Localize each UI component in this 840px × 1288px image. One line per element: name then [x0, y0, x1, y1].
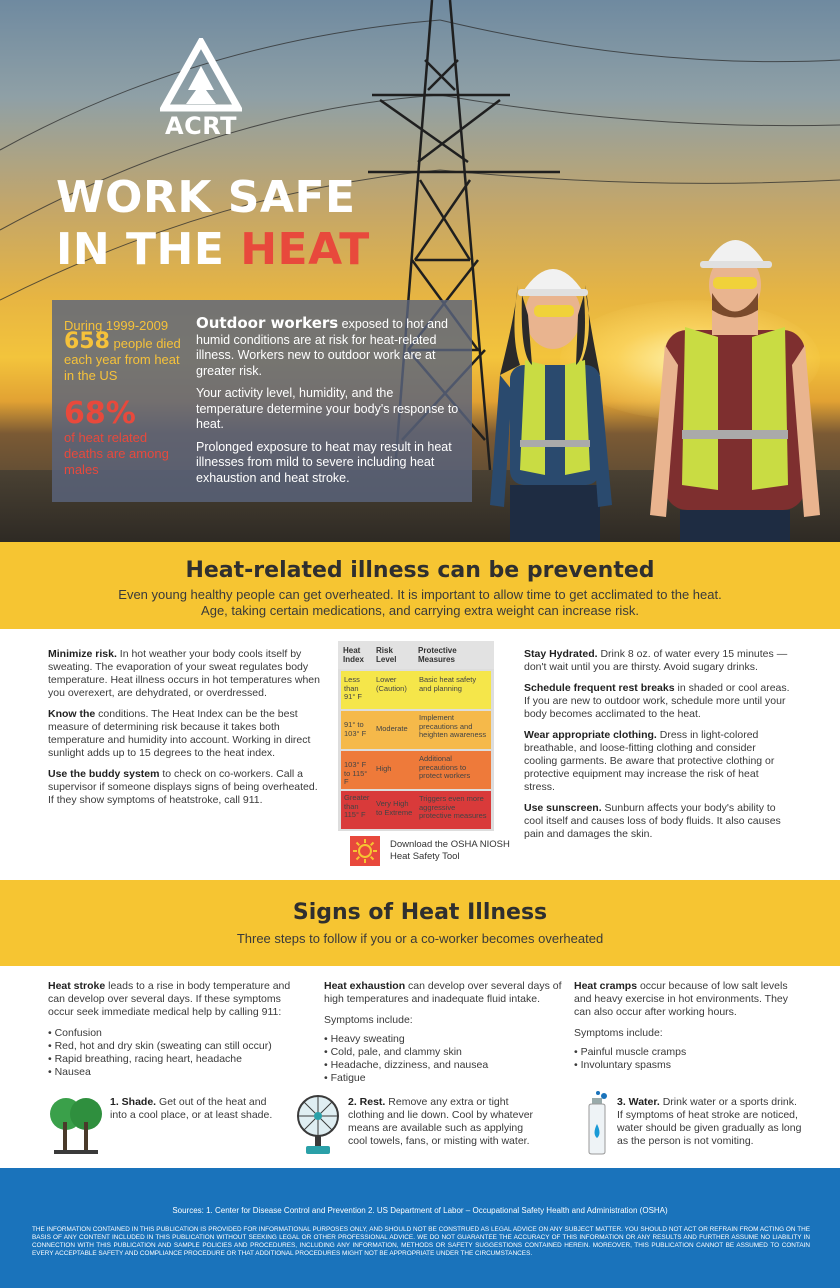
tip-text: Dress in light-colored breathable, and loose-fitting clothing and consider cooling garments. Be aware that protective clothing or protective equipment may increase the risk of heat stress.: [524, 729, 775, 793]
list-item: • Involuntary spasms: [574, 1059, 804, 1072]
tip-bold: Use the buddy system: [48, 768, 160, 780]
footer-sources: Sources: 1. Center for Disease Control and Prevention 2. US Department of Labor – Occupational Safety Health and Administration (OSHA): [172, 1206, 668, 1215]
row-index: Greater than 115° F: [344, 793, 370, 819]
footer: [0, 1168, 840, 1288]
heat-stroke-label: Heat stroke: [48, 980, 106, 992]
tip-sunscreen: [524, 802, 790, 841]
tip-bold: Schedule frequent rest breaks: [524, 682, 675, 694]
workers-illustration: [480, 215, 840, 542]
heat-exhaustion-list: [324, 1033, 564, 1085]
list-item: • Confusion: [48, 1027, 308, 1040]
list-item: • Heavy sweating: [324, 1033, 564, 1046]
stats-panel: [52, 300, 472, 502]
tree-icon: [48, 1092, 104, 1156]
lead-rest: exposed to hot and humid conditions are at risk for heat-related illness. Workers new to outdoor work are at greater risk.: [196, 317, 449, 378]
tip-buddy-system: [48, 768, 326, 807]
heat-cramps-list: [574, 1046, 804, 1072]
row-index: 103° F to 115° F: [344, 760, 368, 786]
signs-band: [0, 880, 840, 966]
heat-index-row: [341, 711, 491, 749]
stat-count-text: people died each year from heat in the US: [64, 336, 181, 383]
row-index: 91° to 103° F: [344, 720, 367, 738]
heat-stroke-desc: [48, 980, 308, 1019]
tip-text: conditions. The Heat Index can be the best measure of determining risk because it takes both temperature and humidity into account. Working in direct sunlight adds up to 15 degrees to the heat index.: [48, 708, 311, 759]
prevention-sub-1: Even young healthy people can get overheated. It is important to allow time to get acclimated to the heat.: [118, 587, 722, 602]
tip-bold: Minimize risk.: [48, 648, 117, 660]
stat-deaths: [64, 329, 188, 384]
symptoms-label: Symptoms include:: [574, 1027, 663, 1039]
header-risk-level: Risk Level: [376, 646, 397, 664]
tip-bold: Wear appropriate clothing.: [524, 729, 657, 741]
heat-index-header: [338, 641, 494, 669]
tip-text: Drink 8 oz. of water every 15 minutes — don't wait until you are thirsty. Avoid sugary drinks.: [524, 648, 788, 673]
stat-percent-text: of heat related deaths are among males: [64, 430, 169, 477]
row-measure: Basic heat safety and planning: [419, 675, 477, 693]
stats-left: [64, 318, 188, 478]
heat-cramps-column: [574, 980, 804, 1072]
list-item: • Cold, pale, and clammy skin: [324, 1046, 564, 1059]
male-worker: [650, 240, 820, 542]
list-item: • Red, hot and dry skin (sweating can still occur): [48, 1040, 308, 1053]
row-risk: Very High to Extreme: [376, 799, 413, 817]
exposure-paragraph: Prolonged exposure to heat may result in heat illnesses from mild to severe including heat exhaustion and heat stroke.: [196, 439, 452, 485]
tip-stay-hydrated: [524, 648, 790, 674]
prevention-heading: Heat-related illness can be prevented: [185, 558, 655, 583]
signs-heading: Signs of Heat Illness: [292, 900, 548, 925]
tip-text: in shaded or cool areas. If you are new to outdoor work, schedule more until your body becomes acclimated to the heat.: [524, 682, 790, 720]
title-line-1: WORK SAFE: [56, 172, 356, 223]
heat-exhaustion-column: [324, 980, 564, 1085]
step-label: 2. Rest.: [348, 1096, 386, 1108]
fan-icon: [294, 1094, 342, 1156]
heat-exhaustion-label: Heat exhaustion: [324, 980, 406, 992]
stats-right: [196, 316, 464, 493]
tip-bold: Know the: [48, 708, 96, 720]
tip-bold: Stay Hydrated.: [524, 648, 598, 660]
list-item: • Rapid breathing, racing heart, headache: [48, 1053, 308, 1066]
tip-text: to check on co-workers. Call a supervisor if someone displays signs of being overheated. If they show symptoms of heatstroke, call 911.: [48, 768, 318, 806]
heat-index-table: [338, 641, 494, 831]
step-text: Drink water or a sports drink. If symptoms of heat stroke are noticed, water should be given gradually as long as the person is not vomiting.: [617, 1096, 802, 1147]
lead-bold: Outdoor workers: [196, 314, 339, 332]
heat-stroke-list: [48, 1027, 308, 1079]
heat-stroke-text: leads to a rise in body temperature and can develop over several days. If these symptoms occur seek immediate medical help by calling 911:: [48, 980, 291, 1018]
title-prefix: IN THE: [56, 224, 241, 275]
osha-download-text: Download the OSHA NIOSH Heat Safety Tool: [390, 839, 510, 862]
female-worker: [490, 269, 612, 542]
tip-rest-breaks: [524, 682, 790, 721]
prevention-left-column: [48, 648, 326, 815]
heat-exhaustion-desc: [324, 980, 564, 1006]
list-item: • Fatigue: [324, 1072, 564, 1085]
heat-cramps-desc: [574, 980, 804, 1019]
heat-index-row: [341, 751, 491, 789]
step-text: Get out of the heat and into a cool place, or at least shade.: [110, 1096, 273, 1121]
signs-sub: Three steps to follow if you or a co-worker becomes overheated: [236, 931, 604, 946]
stat-percent: 68%: [64, 396, 136, 431]
title-line-2: [56, 224, 370, 276]
page-title: [56, 172, 370, 276]
step-text: Remove any extra or tight clothing and lie down. Cool by whatever means are available such as applying cool towels, fans, or misting with water.: [348, 1096, 534, 1147]
heat-exhaustion-text: can develop over several days of high temperatures and inadequate fluid intake.: [324, 980, 562, 1005]
lead-paragraph: [196, 316, 464, 379]
step-water: [617, 1096, 802, 1148]
header-heat-index: Heat Index: [343, 646, 364, 664]
prevention-sub-2: Age, taking certain medications, and carrying extra weight can increase risk.: [201, 603, 639, 618]
prevention-band: [0, 542, 840, 629]
heat-cramps-text: occur because of low salt levels and heavy exercise in hot environments. They can also occur after working hours.: [574, 980, 789, 1018]
tip-minimize-risk: [48, 648, 326, 700]
heat-index-row: [341, 791, 491, 829]
title-hot-word: HEAT: [240, 224, 370, 275]
osha-download-link[interactable]: [350, 836, 510, 866]
step-label: 3. Water.: [617, 1096, 660, 1108]
row-measure: Implement precautions and heighten awareness: [419, 713, 487, 739]
activity-paragraph: Your activity level, humidity, and the temperature determine your body's response to heat.: [196, 386, 459, 431]
prevention-right-column: [524, 648, 790, 849]
row-index: Less than 91° F: [344, 675, 363, 701]
symptoms-label: Symptoms include:: [324, 1014, 413, 1026]
row-measure: Triggers even more aggressive protective measures: [419, 794, 487, 820]
header-protective-measures: Protective Measures: [418, 646, 457, 664]
row-measure: Additional precautions to protect workers: [419, 754, 471, 780]
stat-period: During 1999-2009: [64, 318, 169, 333]
heat-cramps-label: Heat cramps: [574, 980, 638, 992]
tip-know-conditions: [48, 708, 326, 760]
step-rest: [348, 1096, 536, 1148]
stat-count: 658: [64, 329, 110, 354]
heat-stroke-column: [48, 980, 308, 1079]
hero-banner: [0, 0, 840, 542]
sun-icon: [350, 836, 380, 866]
footer-disclaimer: THE INFORMATION CONTAINED IN THIS PUBLICATION IS PROVIDED FOR INFORMATIONAL PURPOSES ONLY, AND SHOULD NOT BE CONSTRUED AS LEGAL ADVICE ON ANY SUBJECT MATTER. YOU SHOULD NOT ACT OR REFRAIN FROM ACTING ON THE BASIS OF ANY CONTENT INCLUDED IN THIS PUBLICATION WITHOUT SEEKING LEGAL OR OTHER PROFESSIONAL ADVICE. WE DO NOT GUARANTEE THE ACCURACY OF THIS INFORMATION OR ANY RESULTS AND FURTHER ASSUME NO LIABILITY IN CONNECTION WITH THIS PUBLICATION AND SAMPLE POLICIES AND PROCEDURES, INCLUDING ANY INFORMATION, METHODS OR SAFETY SUGGESTIONS CONTAINED HEREIN. MOREOVER, THIS PUBLICATION CANNOT BE ASSUMED TO CONTAIN EVERY ACCEPTABLE SAFETY AND COMPLIANCE PROCEDURE OR THAT ADDITIONAL PROCEDURES MIGHT NOT BE APPROPRIATE UNDER THE CIRCUMSTANCES.: [32, 1226, 810, 1257]
tip-bold: Use sunscreen.: [524, 802, 602, 814]
row-risk: High: [376, 764, 392, 773]
water-bottle-icon: [584, 1090, 610, 1156]
brand-name: ACRT: [165, 112, 237, 140]
row-risk: Lower (Caution): [376, 675, 407, 693]
tip-clothing: [524, 729, 790, 794]
list-item: • Painful muscle cramps: [574, 1046, 804, 1059]
list-item: • Headache, dizziness, and nausea: [324, 1059, 564, 1072]
tip-text: In hot weather your body cools itself by sweating. The evaporation of your sweat regulates body temperature. Heat illness occurs in hot temperatures when you overexert, are dehydrated, or overdressed.: [48, 648, 320, 699]
list-item: • Nausea: [48, 1066, 308, 1079]
row-risk: Moderate: [376, 724, 408, 733]
step-label: 1. Shade.: [110, 1096, 157, 1108]
heat-index-row: [341, 671, 491, 709]
step-shade: [110, 1096, 280, 1122]
tip-text: Sunburn affects your body's ability to cool itself and causes loss of body fluids. It also causes pain and damages the skin.: [524, 802, 781, 840]
